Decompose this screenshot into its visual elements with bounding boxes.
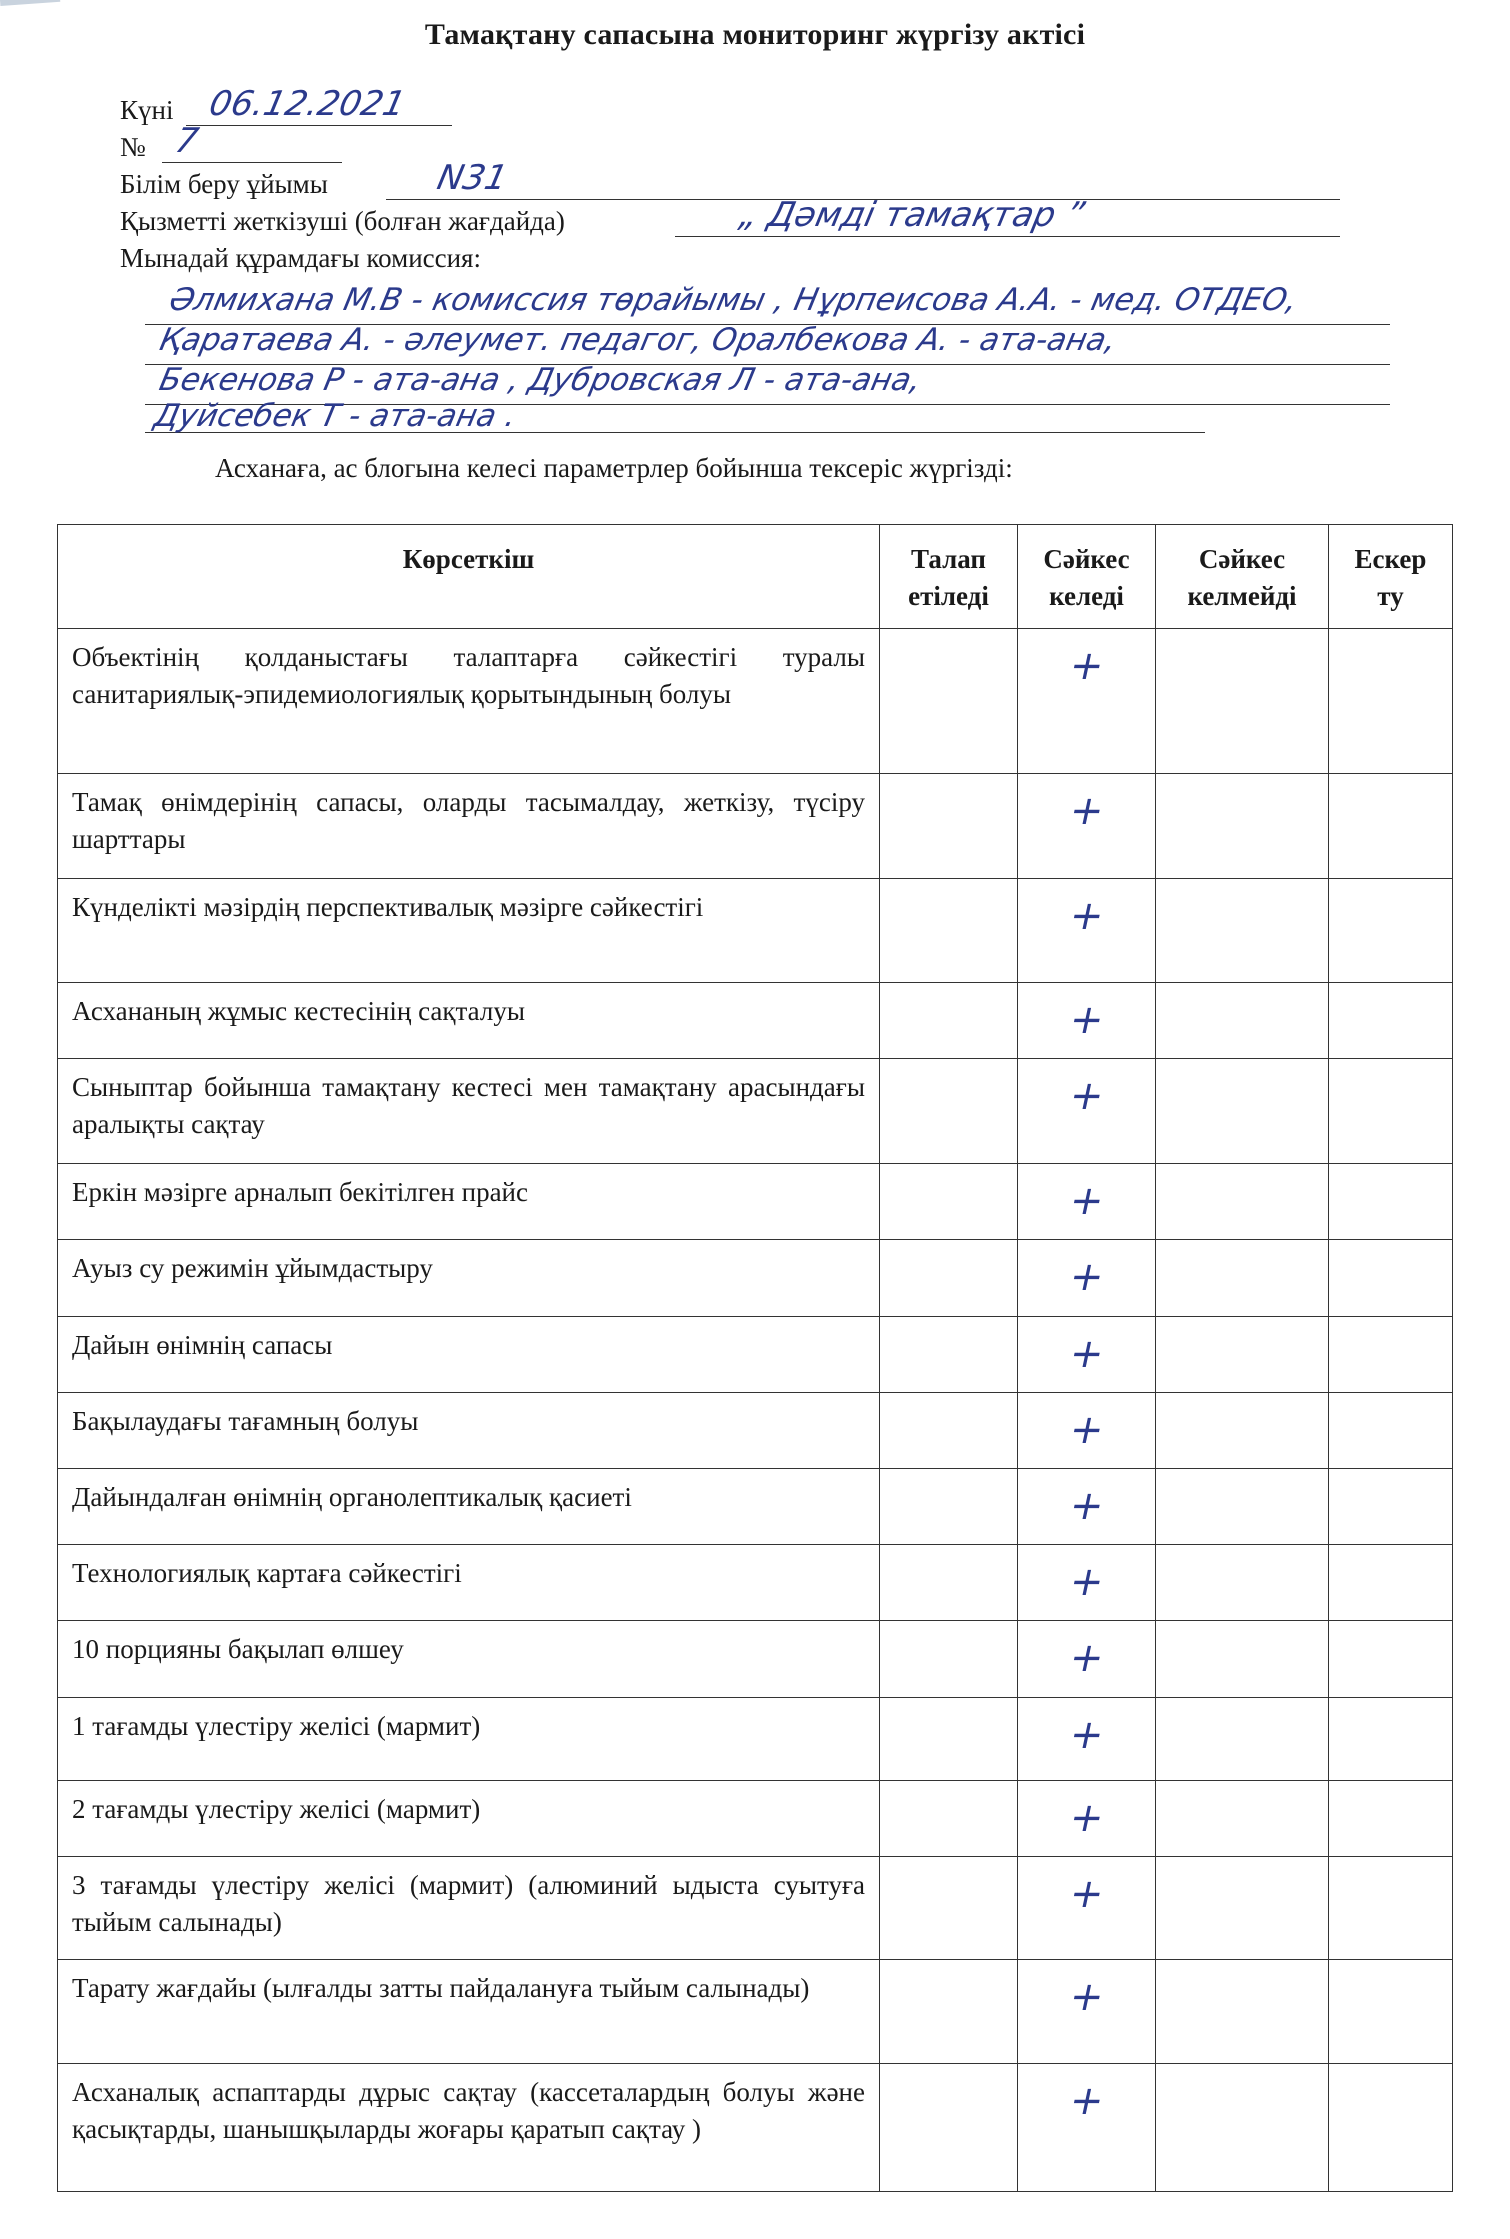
compliant-cell[interactable] <box>1018 1545 1156 1621</box>
compliant-mark: + <box>1064 1635 1109 1682</box>
inspection-intro: Асханаға, ас блогына келесі параметрлер бойынша тексеріс жүргізді: <box>215 453 1013 483</box>
table-row <box>58 2063 1453 2191</box>
number-label: № <box>120 132 146 162</box>
number-value[interactable]: 7 <box>171 121 202 161</box>
noncompliant-cell[interactable] <box>1156 1856 1329 1959</box>
supplier-value[interactable]: „ Дәмді тамақтар ” <box>735 195 1088 235</box>
compliant-cell[interactable] <box>1018 1240 1156 1316</box>
required-cell[interactable] <box>880 1780 1018 1856</box>
required-cell[interactable] <box>880 1959 1018 2063</box>
required-cell[interactable] <box>880 1468 1018 1544</box>
compliant-mark: + <box>1064 1178 1109 1225</box>
noncompliant-cell[interactable] <box>1156 1959 1329 2063</box>
compliant-mark: + <box>1064 1073 1109 1120</box>
inspection-rows <box>58 629 1453 2192</box>
required-cell[interactable] <box>880 1621 1018 1697</box>
org-row <box>120 158 1340 203</box>
note-cell[interactable] <box>1329 983 1453 1059</box>
commission-member-2[interactable]: Қаратаева А. - әлеумет. педагог, Оралбекова А. - ата-ана, <box>156 322 1120 358</box>
required-cell[interactable] <box>880 1240 1018 1316</box>
noncompliant-cell[interactable] <box>1156 629 1329 774</box>
supplier-row <box>120 195 1340 240</box>
header-note: Ескер ту <box>1329 525 1453 629</box>
criterion-cell: Ауыз су режимін ұйымдастыру <box>58 1240 880 1316</box>
number-row <box>120 121 1340 166</box>
noncompliant-cell[interactable] <box>1156 1392 1329 1468</box>
table-row <box>58 1240 1453 1316</box>
compliant-cell[interactable] <box>1018 879 1156 983</box>
compliant-mark: + <box>1064 997 1109 1043</box>
scan-edge-mark <box>0 0 60 6</box>
compliant-mark: + <box>1064 1330 1109 1377</box>
commission-row <box>120 240 1340 277</box>
criterion-cell: 2 тағамды үлестіру желісі (мармит) <box>58 1780 880 1856</box>
criterion-cell: Күнделікті мәзірдің перспективалық мәзірге сәйкестігі <box>58 879 880 983</box>
compliant-mark: + <box>1064 1794 1109 1841</box>
noncompliant-cell[interactable] <box>1156 774 1329 879</box>
note-cell[interactable] <box>1329 1240 1453 1316</box>
number-underline <box>162 162 342 163</box>
note-cell[interactable] <box>1329 1780 1453 1856</box>
supplier-underline <box>675 236 1340 237</box>
required-cell[interactable] <box>880 2063 1018 2191</box>
noncompliant-cell[interactable] <box>1156 1780 1329 1856</box>
noncompliant-cell[interactable] <box>1156 1164 1329 1240</box>
required-cell[interactable] <box>880 1392 1018 1468</box>
header-noncompliant: Сәйкес келмейді <box>1156 525 1329 629</box>
compliant-mark: + <box>1064 1973 1109 2020</box>
note-cell[interactable] <box>1329 1392 1453 1468</box>
note-cell[interactable] <box>1329 1316 1453 1392</box>
table-row <box>58 629 1453 774</box>
table-row <box>58 983 1453 1059</box>
table-row <box>58 1316 1453 1392</box>
table-row <box>58 879 1453 983</box>
noncompliant-cell[interactable] <box>1156 1621 1329 1697</box>
note-cell[interactable] <box>1329 1959 1453 2063</box>
act-header-fields <box>120 84 1340 277</box>
org-label: Білім беру ұйымы <box>120 169 328 199</box>
criterion-cell: Сыныптар бойынша тамақтану кестесі мен тамақтану арасындағы аралықты сақтау <box>58 1059 880 1164</box>
compliant-cell[interactable] <box>1018 1164 1156 1240</box>
criterion-cell: Асханалық аспаптарды дұрыс сақтау (кассеталардың болуы және қасықтарды, шанышқыларды жоғары қаратып сақтау ) <box>58 2063 880 2191</box>
required-cell[interactable] <box>880 983 1018 1059</box>
table-row <box>58 1545 1453 1621</box>
table-row <box>58 1959 1453 2063</box>
compliant-cell[interactable] <box>1018 629 1156 774</box>
commission-member-4[interactable]: Дуйсебек Т - ата-ана . <box>151 398 520 434</box>
table-row <box>58 1697 1453 1780</box>
note-cell[interactable] <box>1329 1856 1453 1959</box>
date-label: Күні <box>120 95 174 125</box>
compliant-mark: + <box>1064 1254 1109 1301</box>
compliant-cell[interactable] <box>1018 1316 1156 1392</box>
compliant-cell[interactable] <box>1018 1621 1156 1697</box>
note-cell[interactable] <box>1329 1621 1453 1697</box>
criterion-cell: 1 тағамды үлестіру желісі (мармит) <box>58 1697 880 1780</box>
compliant-mark: + <box>1064 2077 1109 2124</box>
compliant-cell[interactable] <box>1018 1059 1156 1164</box>
table-header-row <box>58 525 1453 629</box>
criterion-cell: 3 тағамды үлестіру желісі (мармит) (алюминий ыдыста суытуға тыйым салынады) <box>58 1856 880 1959</box>
org-value[interactable]: N31 <box>433 158 511 198</box>
document-title: Тамақтану сапасына мониторинг жүргізу актісі <box>424 18 1086 51</box>
note-cell[interactable] <box>1329 1468 1453 1544</box>
table-row <box>58 1468 1453 1544</box>
required-cell[interactable] <box>880 1697 1018 1780</box>
date-row <box>120 84 1340 129</box>
note-cell[interactable] <box>1329 1059 1453 1164</box>
compliant-cell[interactable] <box>1018 2063 1156 2191</box>
note-cell[interactable] <box>1329 774 1453 879</box>
table-row <box>58 1856 1453 1959</box>
compliant-cell[interactable] <box>1018 1780 1156 1856</box>
noncompliant-cell[interactable] <box>1156 1059 1329 1164</box>
compliant-cell[interactable] <box>1018 774 1156 879</box>
commission-label: Мынадай құрамдағы комиссия: <box>120 243 481 273</box>
compliant-mark: + <box>1064 1870 1109 1917</box>
compliant-mark: + <box>1064 788 1109 834</box>
compliant-mark: + <box>1064 1559 1109 1606</box>
compliant-mark: + <box>1064 1406 1109 1453</box>
compliant-cell[interactable] <box>1018 983 1156 1059</box>
compliant-mark: + <box>1064 893 1109 939</box>
noncompliant-cell[interactable] <box>1156 879 1329 983</box>
header-required: Талап етіледі <box>880 525 1018 629</box>
note-cell[interactable] <box>1329 879 1453 983</box>
table-row <box>58 774 1453 879</box>
criterion-cell: Тамақ өнімдерінің сапасы, оларды тасымалдау, жеткізу, түсіру шарттары <box>58 774 880 879</box>
compliant-cell[interactable] <box>1018 1392 1156 1468</box>
criterion-cell: 10 порцияны бақылап өлшеу <box>58 1621 880 1697</box>
required-cell[interactable] <box>880 629 1018 774</box>
table-row <box>58 1621 1453 1697</box>
note-cell[interactable] <box>1329 2063 1453 2191</box>
noncompliant-cell[interactable] <box>1156 1316 1329 1392</box>
commission-member-1[interactable]: Әлмихана М.В - комиссия төрайымы , Нұрпеисова А.А. - мед. ОТДЕО, <box>166 282 1301 318</box>
required-cell[interactable] <box>880 1545 1018 1621</box>
criterion-cell: Дайындалған өнімнің органолептикалық қасиеті <box>58 1468 880 1544</box>
note-cell[interactable] <box>1329 1697 1453 1780</box>
table-row <box>58 1780 1453 1856</box>
compliant-cell[interactable] <box>1018 1697 1156 1780</box>
criterion-cell: Объектінің қолданыстағы талаптарға сәйкестігі туралы санитариялық-эпидемиологиялық қорытындының болуы <box>58 629 880 774</box>
table-row <box>58 1059 1453 1164</box>
compliant-mark: + <box>1064 1482 1109 1529</box>
header-criterion: Көрсеткіш <box>58 525 880 629</box>
supplier-label: Қызметті жеткізуші (болған жағдайда) <box>120 206 565 236</box>
criterion-cell: Дайын өнімнің сапасы <box>58 1316 880 1392</box>
noncompliant-cell[interactable] <box>1156 1468 1329 1544</box>
compliant-cell[interactable] <box>1018 1468 1156 1544</box>
noncompliant-cell[interactable] <box>1156 1697 1329 1780</box>
noncompliant-cell[interactable] <box>1156 2063 1329 2191</box>
required-cell[interactable] <box>880 774 1018 879</box>
noncompliant-cell[interactable] <box>1156 1240 1329 1316</box>
compliant-mark: + <box>1064 1711 1109 1758</box>
inspection-table <box>57 524 1453 2192</box>
required-cell[interactable] <box>880 879 1018 983</box>
noncompliant-cell[interactable] <box>1156 983 1329 1059</box>
compliant-mark: + <box>1064 643 1109 689</box>
required-cell[interactable] <box>880 1059 1018 1164</box>
note-cell[interactable] <box>1329 629 1453 774</box>
criterion-cell: Тарату жағдайы (ылғалды затты пайдалануға тыйым салынады) <box>58 1959 880 2063</box>
table-row <box>58 1164 1453 1240</box>
noncompliant-cell[interactable] <box>1156 1545 1329 1621</box>
compliant-cell[interactable] <box>1018 1856 1156 1959</box>
required-cell[interactable] <box>880 1316 1018 1392</box>
table-row <box>58 1392 1453 1468</box>
note-cell[interactable] <box>1329 1545 1453 1621</box>
criterion-cell: Технологиялық картаға сәйкестігі <box>58 1545 880 1621</box>
date-value[interactable]: 06.12.2021 <box>205 84 409 124</box>
criterion-cell: Еркін мәзірге арналып бекітілген прайс <box>58 1164 880 1240</box>
required-cell[interactable] <box>880 1164 1018 1240</box>
note-cell[interactable] <box>1329 1164 1453 1240</box>
required-cell[interactable] <box>880 1856 1018 1959</box>
criterion-cell: Бақылаудағы тағамның болуы <box>58 1392 880 1468</box>
criterion-cell: Асхананың жұмыс кестесінің сақталуы <box>58 983 880 1059</box>
header-compliant: Сәйкес келеді <box>1018 525 1156 629</box>
commission-member-3[interactable]: Бекенова Р - ата-ана , Дубровская Л - ата-ана, <box>156 362 925 398</box>
date-underline <box>186 125 452 126</box>
compliant-cell[interactable] <box>1018 1959 1156 2063</box>
